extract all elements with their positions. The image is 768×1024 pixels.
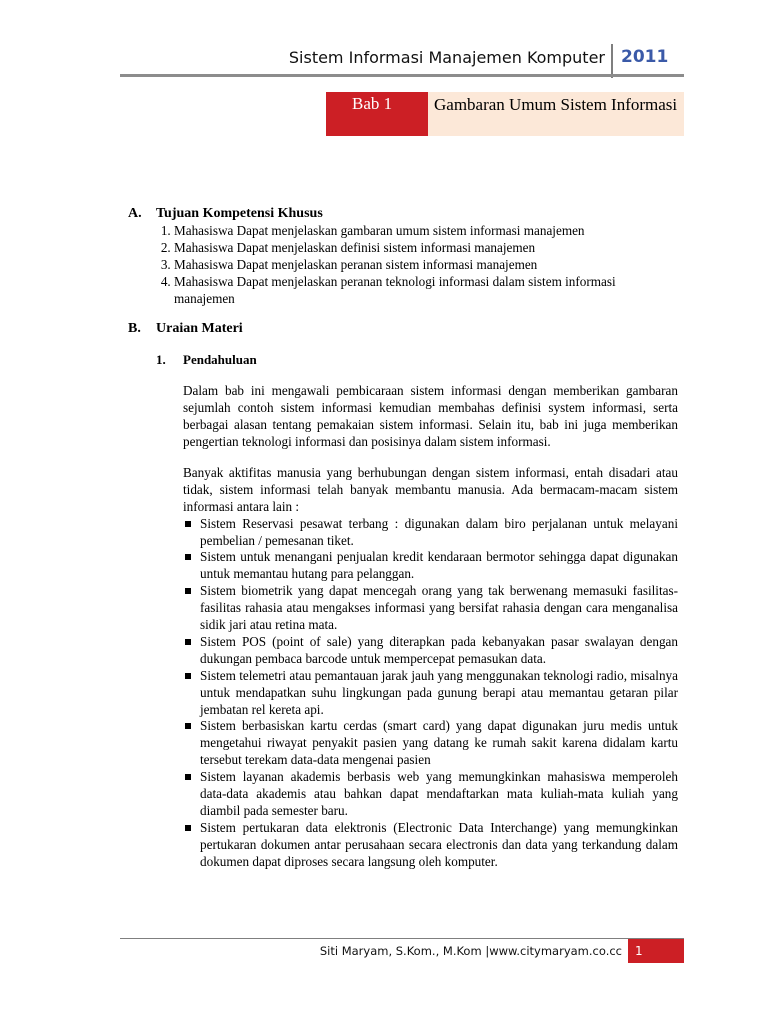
section-a-letter: A. — [128, 206, 142, 221]
page-number: 1 — [628, 939, 684, 963]
section-b-title: Uraian Materi — [156, 321, 243, 337]
section-a-title: Tujuan Kompetensi Khusus — [156, 206, 323, 221]
header-year: 2011 — [621, 47, 669, 67]
footer-author: Siti Maryam, S.Kom., M.Kom |www.citymaryam.co.cc — [319, 944, 622, 958]
section-a-heading — [128, 206, 678, 223]
competency-list — [128, 223, 678, 308]
page-header — [0, 44, 768, 74]
subsection-heading — [156, 352, 678, 369]
list-item: 2. Mahasiswa Dapat menjelaskan definisi sistem informasi manajemen — [174, 240, 678, 257]
list-item: Sistem berbasiskan kartu cerdas (smart card) yang dapat digunakan juru medis untuk mengetahui riwayat penyakit pasien yang datang ke rumah sakit karena didalam kartu tersebut terekam data-data mengenai pasien — [183, 718, 678, 769]
list-item: 4. Mahasiswa Dapat menjelaskan peranan teknologi informasi dalam sistem informasi manajemen — [174, 274, 678, 308]
examples-list — [183, 516, 678, 871]
footer-rule — [120, 938, 684, 939]
list-item: 3. Mahasiswa Dapat menjelaskan peranan sistem informasi manajemen — [174, 257, 678, 274]
subsection-number: 1. — [156, 352, 166, 368]
list-item: 1. Mahasiswa Dapat menjelaskan gambaran umum sistem informasi manajemen — [174, 223, 678, 240]
list-item: Sistem untuk menangani penjualan kredit kendaraan bermotor sehingga dapat digunakan untuk memantau hutang para pelanggan. — [183, 549, 678, 583]
list-item: Sistem POS (point of sale) yang diterapkan pada kebanyakan pasar swalayan dengan dukungan pembaca barcode untuk mempercepat pemasukan data. — [183, 634, 678, 668]
list-item: Sistem pertukaran data elektronis (Electronic Data Interchange) yang memungkinkan pertukaran dokumen antar perusahaan secara electronis dan data yang terkandung dalam dokumen dapat diproses secara langsung oleh komputer. — [183, 820, 678, 871]
paragraph-activities: Banyak aktifitas manusia yang berhubungan dengan sistem informasi, entah disadari atau tidak, sistem informasi telah banyak membantu manusia. Ada bermacam-macam sistem informasi antara lain : — [183, 464, 678, 514]
list-item: Sistem layanan akademis berbasis web yang memungkinkan mahasiswa memperoleh data-data akademis atau bahkan dapat mendaftarkan mata kuliah-mata kuliah yang diambil pada semester baru. — [183, 769, 678, 820]
chapter-title: Gambaran Umum Sistem Informasi — [428, 92, 684, 136]
header-rule — [120, 74, 684, 77]
header-divider — [611, 44, 613, 78]
subsection-title: Pendahuluan — [183, 352, 257, 368]
section-b-letter: B. — [128, 321, 141, 337]
chapter-number: Bab 1 — [326, 92, 428, 136]
paragraph-intro: Dalam bab ini mengawali pembicaraan sistem informasi dengan memberikan gambaran sejumlah contoh sistem informasi kemudian membahas definisi system informasi, serta berbagai alasan tentang pemakaian sistem informasi. Selain itu, bab ini juga memberikan pengertian teknologi informasi dan posisinya dalam sistem informasi. — [183, 383, 678, 449]
list-item: Sistem biometrik yang dapat mencegah orang yang tak berwenang memasuki fasilitas-fasilitas rahasia atau mengakses informasi yang bersifat rahasia dengan cara menganalisa sidik jari atau retina mata. — [183, 583, 678, 634]
header-title: Sistem Informasi Manajemen Komputer — [288, 48, 605, 67]
list-item: Sistem Reservasi pesawat terbang : digunakan dalam biro perjalanan untuk melayani pembelian / pemesanan tiket. — [183, 516, 678, 550]
list-item: Sistem telemetri atau pemantauan jarak jauh yang menggunakan teknologi radio, misalnya untuk mendapatkan suhu lingkungan pada gunung berapi atau memantau getaran pilar jembatan rel kereta api. — [183, 668, 678, 719]
section-b-heading — [128, 321, 678, 338]
document-body — [128, 206, 678, 871]
